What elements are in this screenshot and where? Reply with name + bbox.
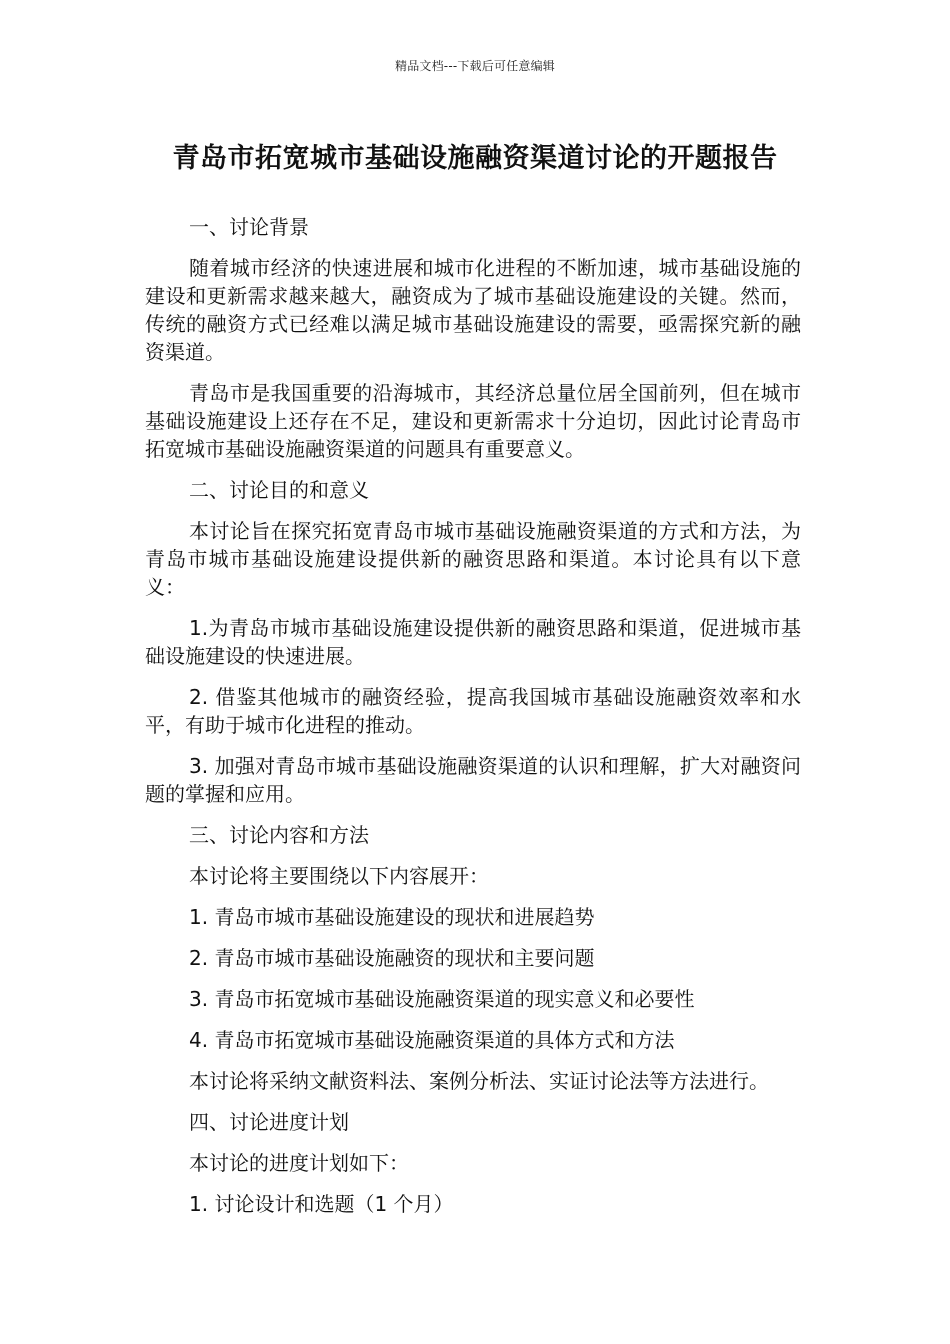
- document-body: [145, 213, 801, 1231]
- document-title: 青岛市拓宽城市基础设施融资渠道讨论的开题报告: [172, 143, 778, 174]
- header-note: 精品文档---下载后可任意编辑: [395, 59, 555, 73]
- paragraph-purpose: 本讨论旨在探究拓宽青岛市城市基础设施融资渠道的方式和方法，为青岛市城市基础设施建设提供新的融资思路和渠道。本讨论具有以下意义：: [145, 519, 801, 599]
- paragraph-background-1: 随着城市经济的快速进展和城市化进程的不断加速，城市基础设施的建设和更新需求越来越大，融资成为了城市基础设施建设的关键。然而，传统的融资方式已经难以满足城市基础设施建设的需要，亟需探究新的融资渠道。: [145, 256, 801, 364]
- paragraph-background-2: 青岛市是我国重要的沿海城市，其经济总量位居全国前列，但在城市基础设施建设上还存在不足，建设和更新需求十分迫切，因此讨论青岛市拓宽城市基础设施融资渠道的问题具有重要意义。: [145, 381, 801, 461]
- section-heading-schedule: 四、讨论进度计划: [189, 1110, 349, 1134]
- paragraph-methods: 本讨论将采纳文献资料法、案例分析法、实证讨论法等方法进行。: [189, 1069, 769, 1093]
- list-item-significance-2: 2. 借鉴其他城市的融资经验，提高我国城市基础设施融资效率和水平，有助于城市化进程的推动。: [145, 685, 801, 737]
- section-heading-background: 一、讨论背景: [189, 215, 309, 239]
- paragraph-schedule-intro: 本讨论的进度计划如下：: [189, 1151, 409, 1175]
- list-item-content-3: 3. 青岛市拓宽城市基础设施融资渠道的现实意义和必要性: [189, 987, 695, 1011]
- list-item-content-1: 1. 青岛市城市基础设施建设的现状和进展趋势: [189, 905, 595, 929]
- paragraph-content-intro: 本讨论将主要围绕以下内容展开：: [189, 864, 489, 888]
- list-item-significance-3: 3. 加强对青岛市城市基础设施融资渠道的认识和理解，扩大对融资问题的掌握和应用。: [145, 754, 801, 806]
- section-heading-content: 三、讨论内容和方法: [189, 823, 369, 847]
- list-item-content-2: 2. 青岛市城市基础设施融资的现状和主要问题: [189, 946, 595, 970]
- list-item-schedule-1: 1. 讨论设计和选题（1 个月）: [189, 1192, 454, 1216]
- list-item-significance-1: 1.为青岛市城市基础设施建设提供新的融资思路和渠道，促进城市基础设施建设的快速进展。: [145, 616, 801, 668]
- list-item-content-4: 4. 青岛市拓宽城市基础设施融资渠道的具体方式和方法: [189, 1028, 675, 1052]
- section-heading-purpose: 二、讨论目的和意义: [189, 478, 369, 502]
